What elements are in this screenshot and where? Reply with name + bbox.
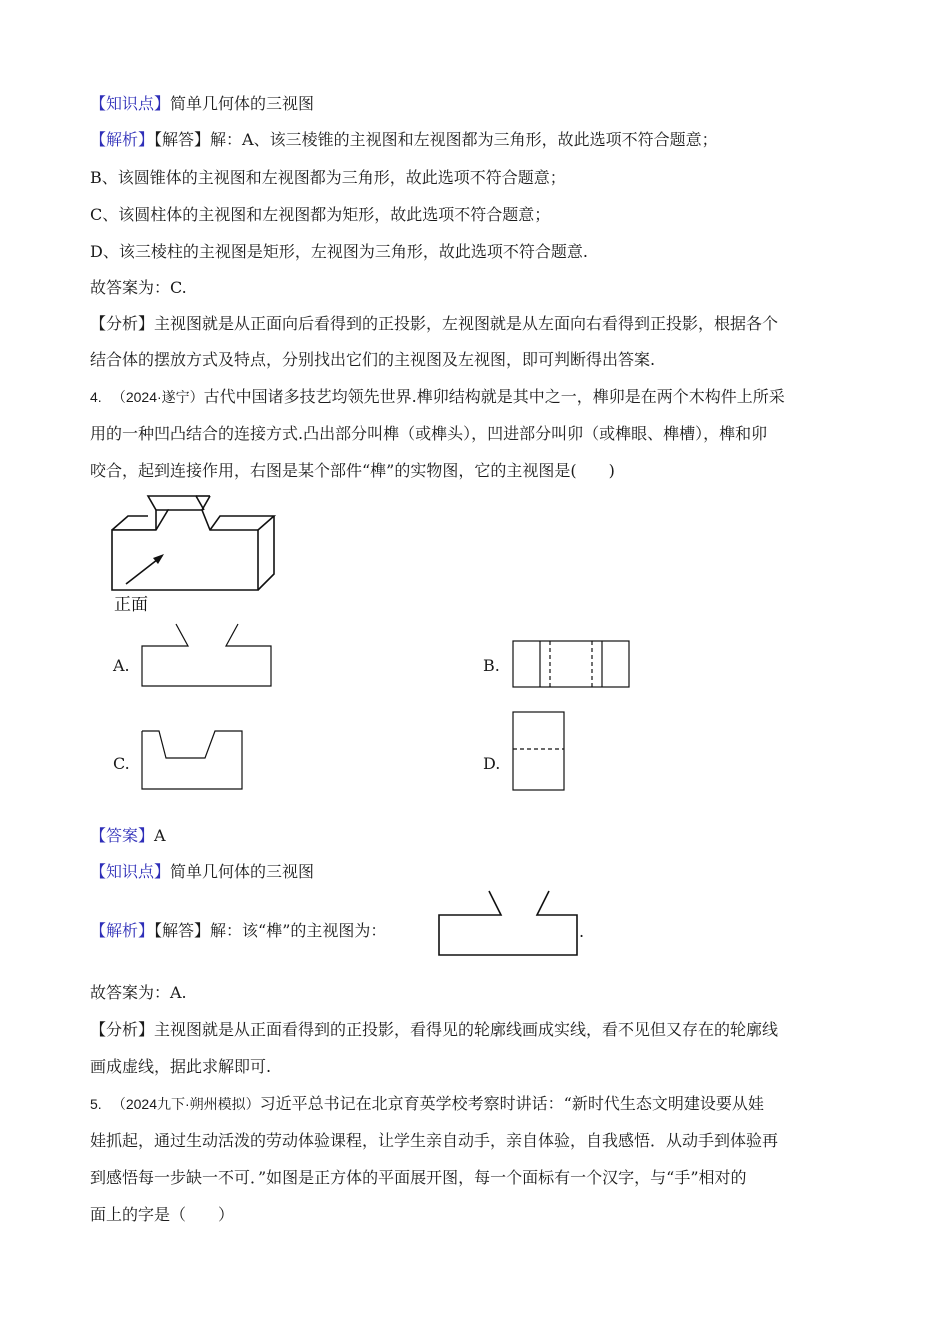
solve-d: D、该三棱柱的主视图是矩形，左视图为三角形，故此选项不符合题意. (90, 242, 588, 261)
option-a-figure[interactable] (140, 622, 275, 690)
front-face-label: 正面 (114, 595, 148, 615)
option-c-figure[interactable] (141, 730, 246, 792)
q5-text-1: 习近平总书记在北京育英学校考察时讲话：“新时代生态文明建设要从娃 (259, 1094, 764, 1113)
q4-fenxi-line-2: 画成虚线，据此求解即可. (90, 1057, 272, 1076)
option-d-label[interactable]: D. (483, 754, 501, 773)
analysis-tag: 【解析】 (90, 130, 155, 149)
q4-fenxi-line-1 (90, 1020, 778, 1040)
solve-b: B、该圆锥体的主视图和左视图都为三角形，故此选项不符合题意； (90, 168, 566, 187)
answer-tag: 【答案】 (90, 826, 155, 845)
option-c-label[interactable]: C. (113, 754, 130, 773)
knowledge-tag: 【知识点】 (90, 94, 171, 113)
q4-text-1: 古代中国诸多技艺均领先世界.榫卯结构就是其中之一，榫卯是在两个木构件上所采 (203, 387, 785, 406)
option-d-figure[interactable] (512, 711, 568, 793)
prev-final-answer: 故答案为：C. (90, 278, 187, 297)
solve-tag: 【解答】 (154, 921, 211, 940)
q4-line-2: 用的一种凹凸结合的连接方式.凸出部分叫榫（或榫头），凹进部分叫卯（或榫眼、榫槽），榫和卯 (90, 424, 768, 443)
fenxi-text-1: 主视图就是从正面向后看得到的正投影，左视图就是从左面向右看得到正投影，根据各个 (154, 314, 779, 333)
q4-knowledge-line (90, 862, 314, 882)
q5-source: （2024九下·朔州模拟） (111, 1096, 260, 1112)
tenon-3d-figure (108, 492, 278, 622)
fenxi-text-1: 主视图就是从正面看得到的正投影，看得见的轮廓线画成实线，看不见但又存在的轮廓线 (154, 1020, 779, 1039)
q4-line-1 (90, 387, 785, 407)
q4-line-3: 咬合，起到连接作用，右图是某个部件“榫”的实物图，它的主视图是( ) (90, 461, 615, 480)
q5-line-4: 面上的字是（ ） (90, 1205, 235, 1224)
analysis-tag: 【解析】 (90, 921, 155, 940)
q4-number: 4. (90, 389, 102, 405)
option-a-label[interactable]: A. (113, 656, 130, 675)
solve-text: 解：该“榫”的主视图为： (210, 921, 387, 940)
prev-knowledge-line (90, 94, 314, 114)
prev-fenxi-line-1 (90, 314, 778, 334)
q4-final-answer: 故答案为：A. (90, 983, 187, 1002)
q4-analysis-line (90, 921, 386, 941)
solve-end: . (579, 922, 585, 941)
option-b-label[interactable]: B. (483, 656, 500, 675)
option-b-figure[interactable] (512, 640, 632, 690)
q5-number: 5. (90, 1096, 102, 1112)
answer-tag: 【解答】 (154, 130, 211, 149)
solve-a: 解：A、该三棱锥的主视图和左视图都为三角形，故此选项不符合题意； (210, 130, 718, 149)
knowledge-text: 简单几何体的三视图 (170, 94, 315, 113)
prev-fenxi-line-2: 结合体的摆放方式及特点，分别找出它们的主视图及左视图，即可判断得出答案. (90, 350, 656, 369)
solve-c: C、该圆柱体的主视图和左视图都为矩形，故此选项不符合题意； (90, 205, 551, 224)
q5-line-1 (90, 1094, 764, 1114)
prev-analysis-line (90, 130, 718, 150)
q5-line-2: 娃抓起，通过生动活泼的劳动体验课程，让学生亲自动手，亲自体验，自我感悟．从动手到体验再 (90, 1131, 779, 1150)
answer-value: A (154, 826, 166, 845)
q5-line-3: 到感悟每一步缺一不可．”如图是正方体的平面展开图，每一个面标有一个汉字，与“手”相对的 (90, 1168, 747, 1187)
fenxi-tag: 【分析】 (90, 314, 155, 333)
knowledge-tag: 【知识点】 (90, 862, 171, 881)
solution-figure (437, 889, 585, 959)
q4-answer-line (90, 826, 166, 846)
fenxi-tag: 【分析】 (90, 1020, 155, 1039)
knowledge-text: 简单几何体的三视图 (170, 862, 315, 881)
q4-source: （2024·遂宁） (111, 389, 204, 405)
